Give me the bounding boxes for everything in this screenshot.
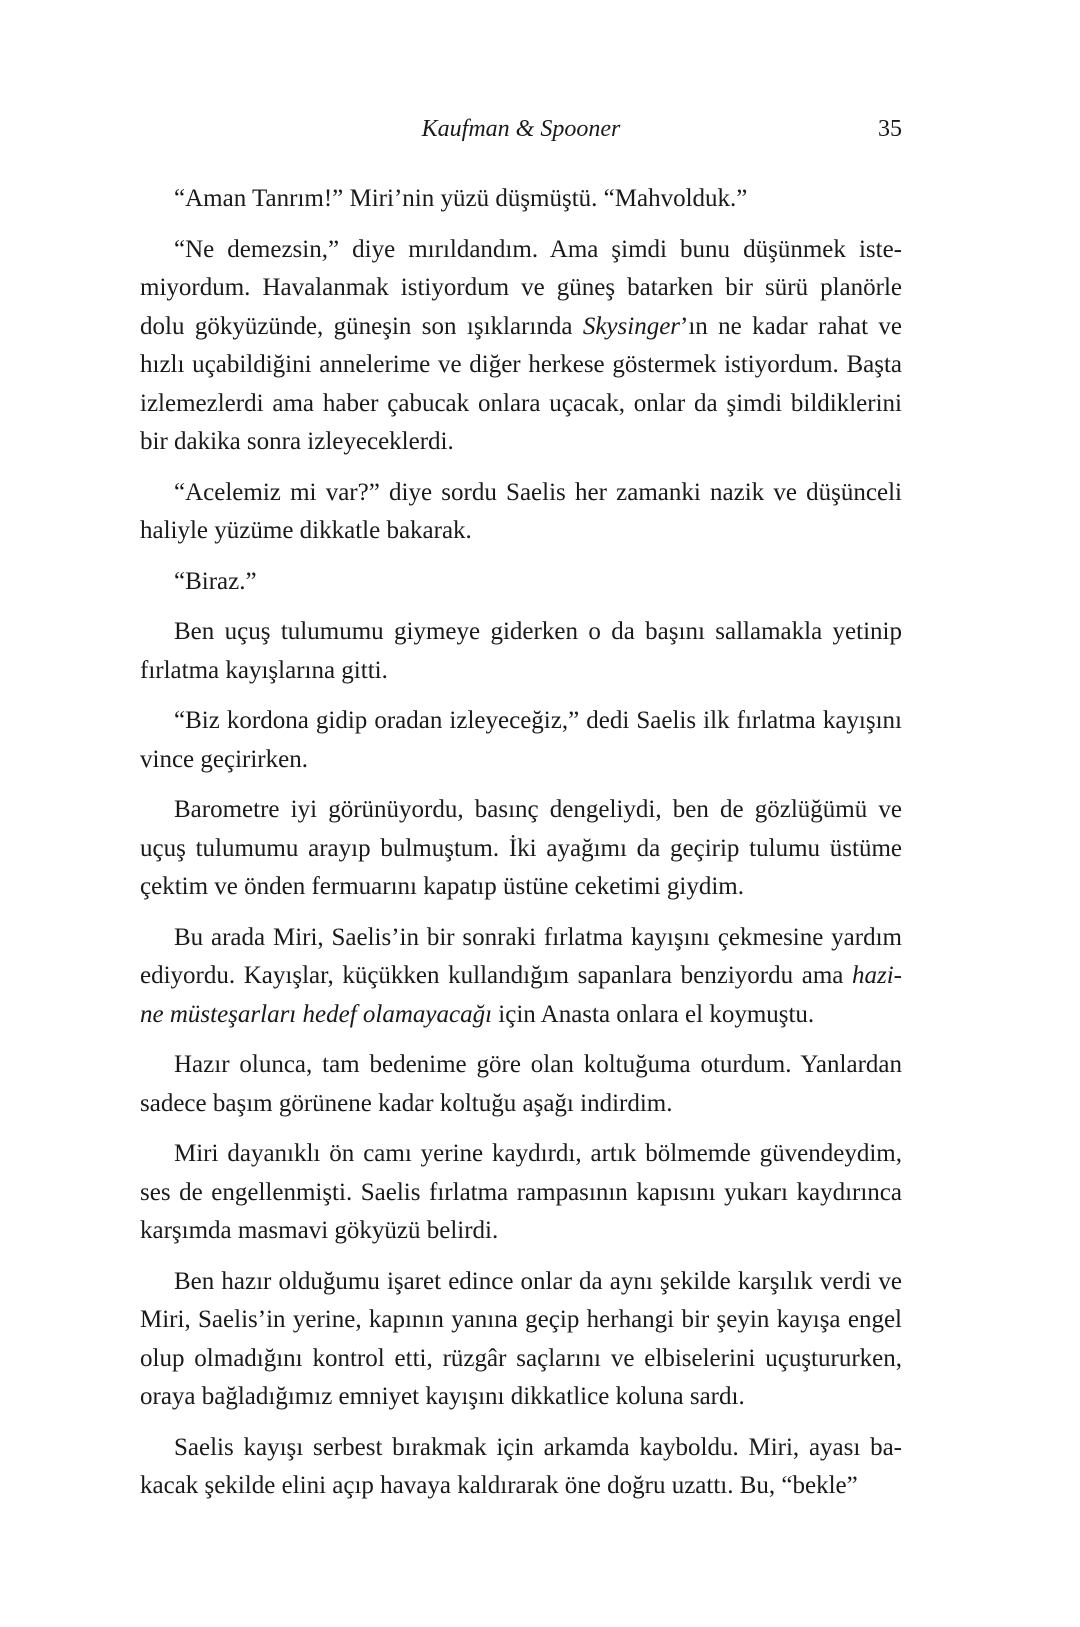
paragraph: “Ne demezsin,” diye mırıldandım. Ama şimdi bunu düşünmek iste-miyordum. Havalanmak istiyordum ve güneş batarken bir sürü planörle dolu gökyüzünde, güneşin son ışıklarında Skysinger’ın ne kadar rahat ve hızlı uçabildiğini annelerime ve diğer herkese göstermek istiyordum. Başta izlemezlerdi ama haber çabucak onlara uçacak, onlar da şimdi bildiklerini bir dakika sonra izleyeceklerdi. (140, 235, 902, 455)
paragraph: Bu arada Miri, Saelis’in bir sonraki fırlatma kayışını çekmesine yardım ediyordu. Kayışlar, küçükken kullandığım sapanlara benziyordu ama hazi-ne müsteşarları hedef olamayacağı için Anasta onlara el koymuştu. (140, 923, 902, 1028)
paragraph: Barometre iyi görünüyordu, basınç dengeliydi, ben de gözlüğümü ve uçuş tulumumu arayıp bulmuştum. İki ayağımı da geçirip tulumu üstüme çektim ve önden fermuarını kapatıp üstüne ceketimi giydim. (140, 796, 902, 900)
running-head (140, 112, 902, 146)
paragraph: Hazır olunca, tam bedenime göre olan koltuğuma oturdum. Yanlardan sadece başım görünene kadar koltuğu aşağı indirdim. (140, 1051, 902, 1117)
book-title: Skysinger (582, 312, 681, 340)
paragraph: “Biz kordona gidip oradan izleyeceğiz,” dedi Saelis ilk fırlatma kayışını vince geçirirken. (140, 707, 902, 773)
header-title: Kaufman & Spooner (421, 116, 621, 142)
paragraph: Saelis kayışı serbest bırakmak için arkamda kayboldu. Miri, ayası ba-kacak şekilde elini açıp havaya kaldırarak öne doğru uzattı. Bu, “bekle” (140, 1433, 902, 1499)
paragraph: Ben hazır olduğumu işaret edince onlar da aynı şekilde karşılık verdi ve Miri, Saelis’in yerine, kapının yanına geçip herhangi bir şeyin kayışa engel olup olmadığını kontrol etti, rüzgâr saçlarını ve elbiselerini uçuştururken, oraya bağladığımız emniyet kayışını dikkatlice koluna sardı. (140, 1267, 902, 1410)
body-text (140, 180, 902, 1506)
page-number: 35 (878, 116, 902, 142)
paragraph: Miri dayanıklı ön camı yerine kaydırdı, artık bölmemde güvendeydim, ses de engellenmişti. Saelis fırlatma rampasının kapısını yukarı kaydırınca karşımda masmavi gökyüzü belirdi. (140, 1140, 902, 1244)
paragraph: “Acelemiz mi var?” diye sordu Saelis her zamanki nazik ve düşünceli haliyle yüzüme dikkatle bakarak. (140, 478, 902, 544)
paragraph: Ben uçuş tulumumu giymeye giderken o da başını sallamakla yetinip fırlatma kayışlarına gitti. (140, 618, 902, 684)
paragraph: “Aman Tanrım!” Miri’nin yüzü düşmüştü. “Mahvolduk.” (174, 185, 748, 212)
paragraph: “Biraz.” (174, 567, 257, 595)
italic-phrase: hazi-ne müsteşarları hedef olamayacağı (140, 962, 902, 1028)
